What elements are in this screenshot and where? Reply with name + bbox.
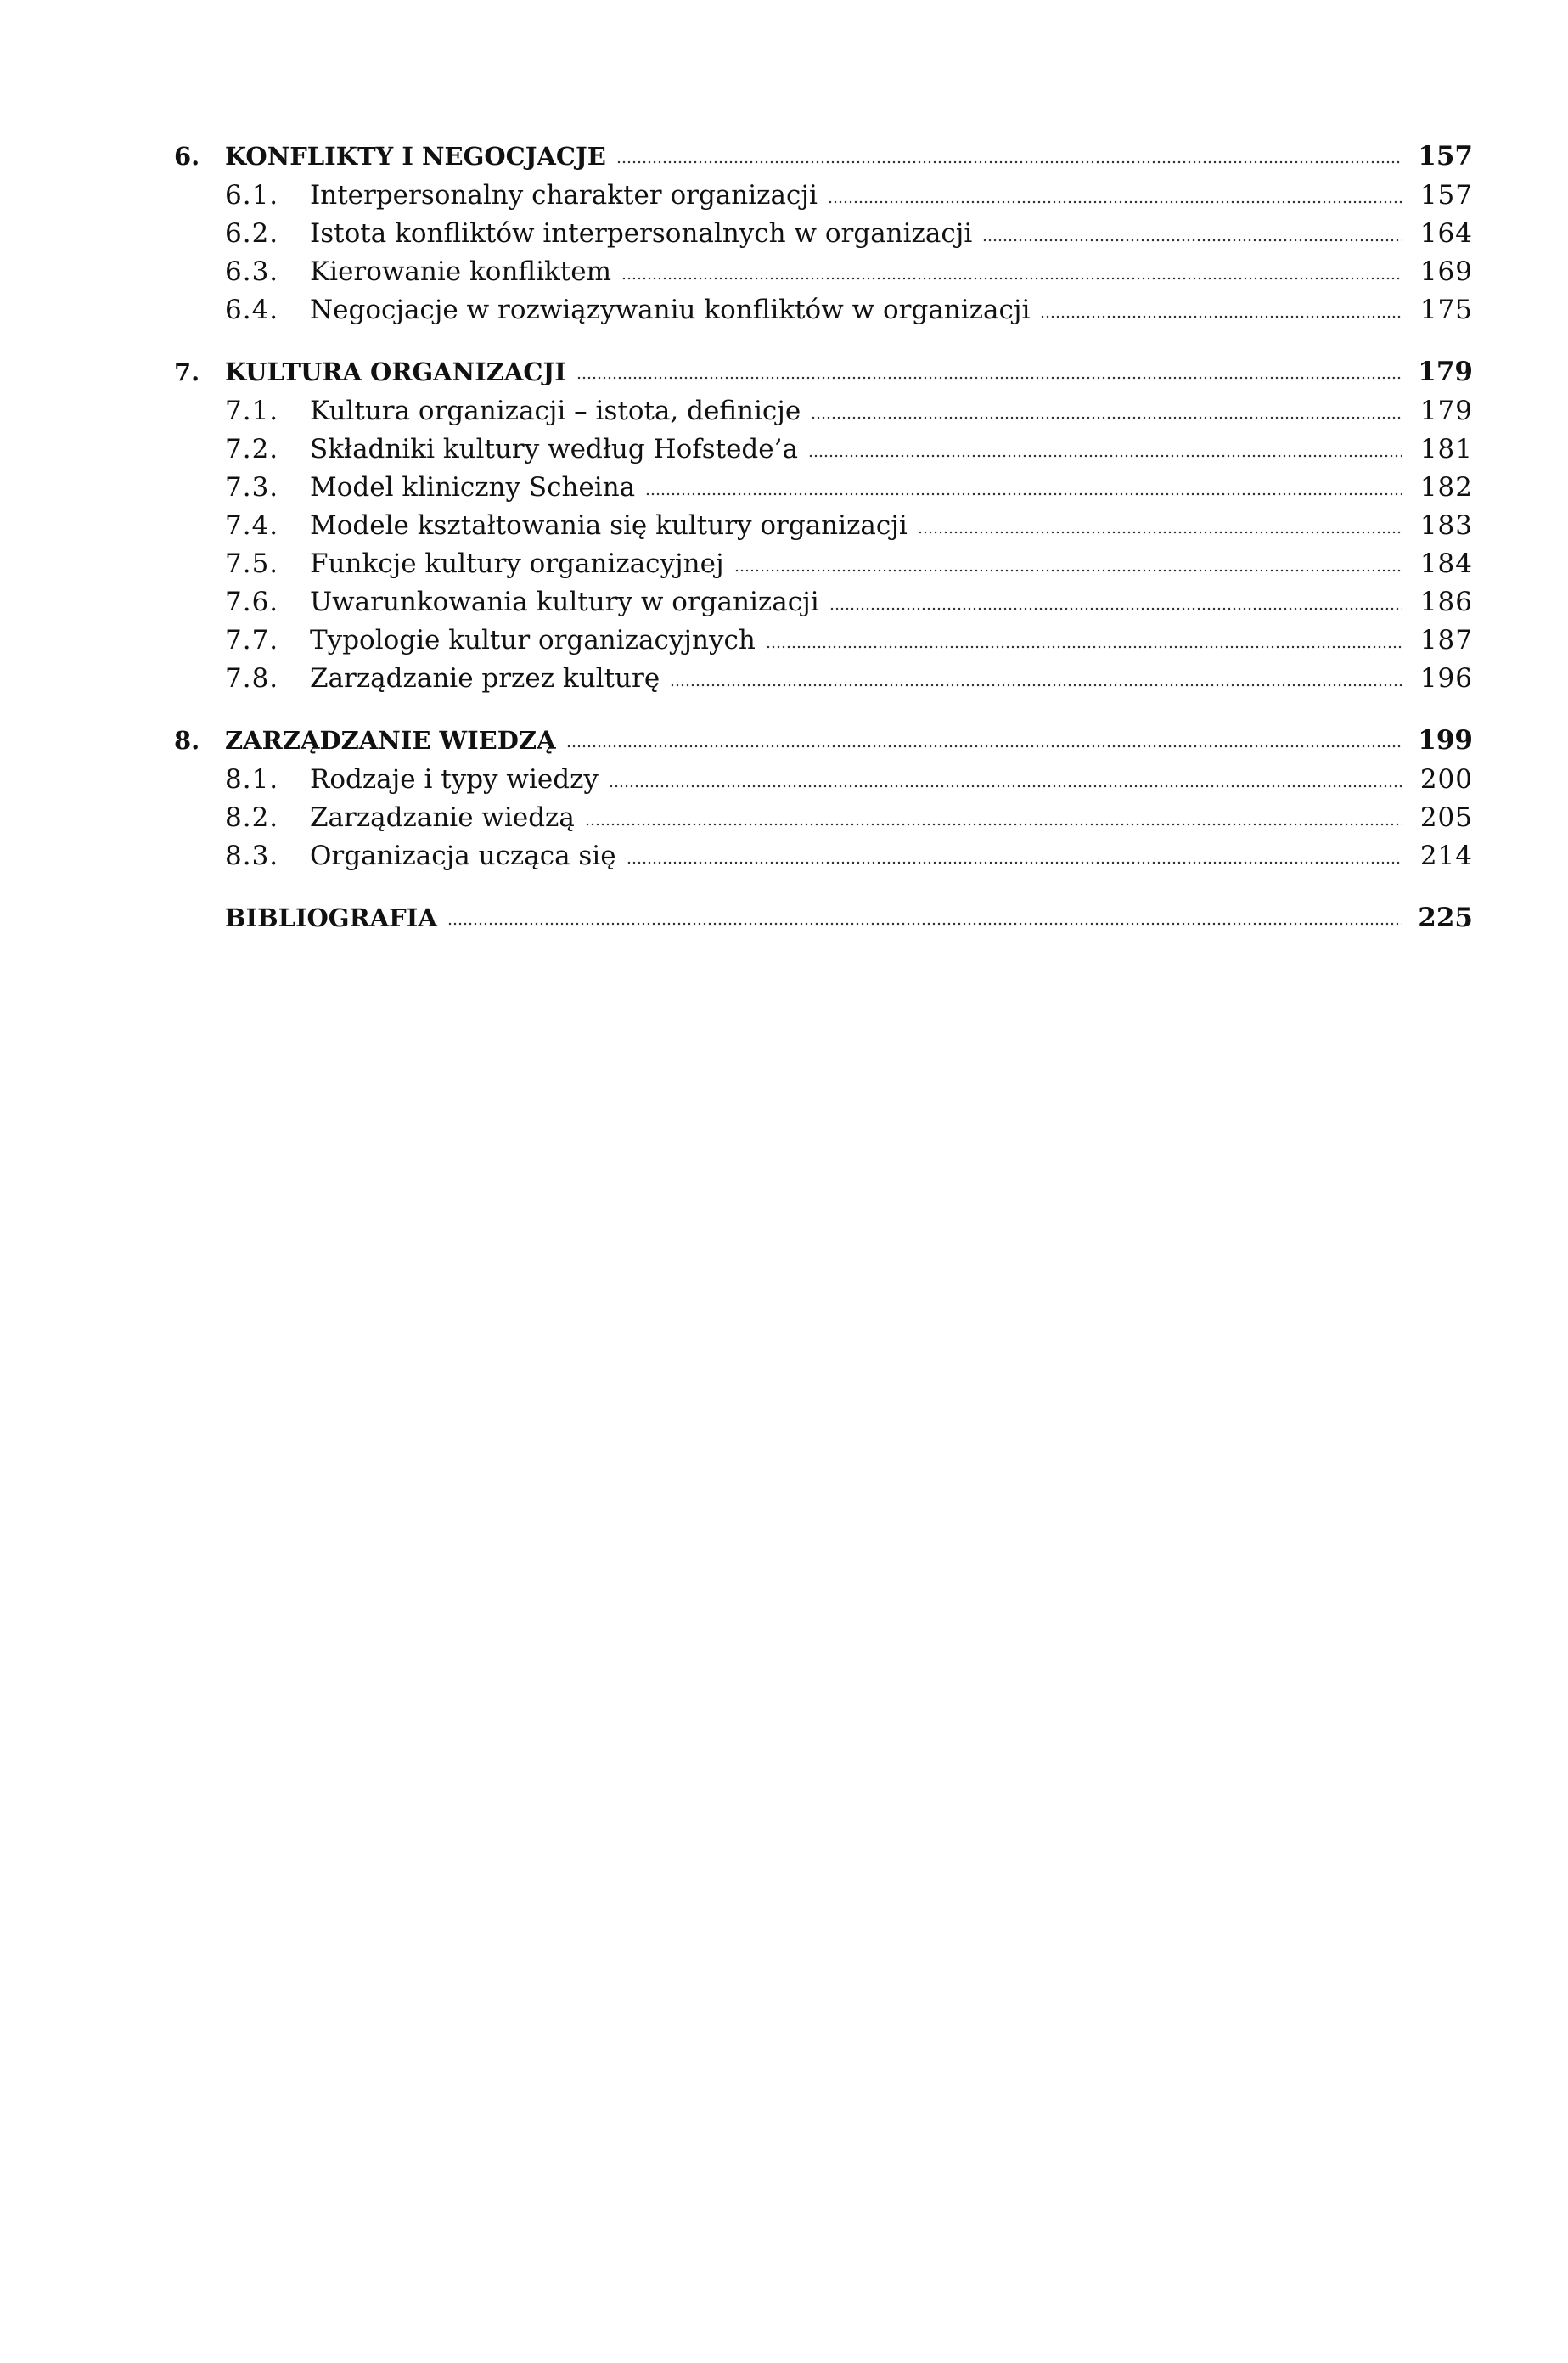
section-title: Zarządzanie przez kulturę	[310, 663, 660, 694]
chapter-heading[interactable]	[174, 720, 1473, 761]
dot-leader	[1040, 315, 1402, 318]
section-entry[interactable]	[174, 430, 1473, 469]
section-entry[interactable]	[174, 253, 1473, 291]
chapter-page: 157	[1418, 141, 1473, 172]
chapter-page: 199	[1418, 725, 1473, 756]
section-page: 157	[1419, 180, 1473, 211]
section-number: 7.8.	[225, 663, 279, 694]
bibliography-page: 225	[1418, 903, 1473, 933]
bibliography-title: BIBLIOGRAFIA	[225, 903, 437, 932]
section-title: Negocjacje w rozwiązywaniu konfliktów w organizacji	[310, 295, 1031, 325]
chapter-heading[interactable]	[174, 352, 1473, 392]
section-number: 8.1.	[225, 764, 279, 795]
bibliography-entry[interactable]	[174, 897, 1473, 938]
dot-leader	[447, 922, 1402, 926]
chapter-heading[interactable]	[174, 136, 1473, 177]
dot-leader	[566, 745, 1402, 748]
chapter-number: 7.	[174, 357, 200, 386]
section-entry[interactable]	[174, 799, 1473, 837]
section-entry[interactable]	[174, 177, 1473, 215]
section-number: 7.1.	[225, 396, 279, 426]
section-number: 7.6.	[225, 587, 279, 617]
section-page: 179	[1419, 396, 1473, 426]
section-number: 6.1.	[225, 180, 279, 211]
dot-leader	[609, 785, 1402, 788]
section-number: 6.4.	[225, 295, 279, 325]
section-entry[interactable]	[174, 545, 1473, 583]
dot-leader	[627, 861, 1402, 864]
section-page: 186	[1419, 587, 1473, 617]
dot-leader	[766, 645, 1402, 649]
section-number: 7.3.	[225, 472, 279, 503]
section-title: Modele kształtowania się kultury organizacji	[310, 510, 908, 541]
section-title: Interpersonalny charakter organizacji	[310, 180, 818, 211]
dot-leader	[616, 160, 1402, 164]
dot-leader	[670, 684, 1402, 687]
dot-leader	[829, 607, 1402, 610]
section-title: Istota konfliktów interpersonalnych w organizacji	[310, 218, 973, 249]
section-entry[interactable]	[174, 469, 1473, 507]
chapter-title: KONFLIKTY I NEGOCJACJE	[225, 142, 606, 171]
chapter-7	[174, 352, 1473, 698]
section-page: 187	[1419, 625, 1473, 655]
section-page: 200	[1419, 764, 1473, 795]
dot-leader	[585, 823, 1402, 826]
dot-leader	[982, 239, 1402, 242]
section-page: 184	[1419, 549, 1473, 579]
section-page: 205	[1419, 802, 1473, 833]
section-title: Typologie kultur organizacyjnych	[310, 625, 756, 655]
section-page: 164	[1419, 218, 1473, 249]
table-of-contents	[174, 136, 1473, 960]
section-number: 7.5.	[225, 549, 279, 579]
dot-leader	[576, 376, 1402, 380]
section-number: 8.2.	[225, 802, 279, 833]
dot-leader	[918, 531, 1402, 534]
section-entry[interactable]	[174, 761, 1473, 799]
section-number: 8.3.	[225, 841, 279, 871]
chapter-title: KULTURA ORGANIZACJI	[225, 357, 566, 386]
section-entry[interactable]	[174, 837, 1473, 875]
section-number: 6.3.	[225, 256, 279, 287]
section-title: Organizacja ucząca się	[310, 841, 616, 871]
section-number: 7.7.	[225, 625, 279, 655]
dot-leader	[734, 569, 1402, 572]
section-title: Składniki kultury według Hofstede’a	[310, 434, 798, 464]
bibliography-block	[174, 897, 1473, 938]
section-page: 175	[1419, 295, 1473, 325]
section-entry[interactable]	[174, 215, 1473, 253]
section-title: Funkcje kultury organizacyjnej	[310, 549, 724, 579]
section-entry[interactable]	[174, 392, 1473, 430]
section-entry[interactable]	[174, 583, 1473, 622]
chapter-number: 8.	[174, 726, 200, 755]
section-title: Model kliniczny Scheina	[310, 472, 636, 503]
section-title: Kierowanie konfliktem	[310, 256, 611, 287]
section-page: 169	[1419, 256, 1473, 287]
dot-leader	[811, 416, 1402, 419]
section-page: 181	[1419, 434, 1473, 464]
section-page: 183	[1419, 510, 1473, 541]
dot-leader	[621, 277, 1402, 280]
chapter-number: 6.	[174, 142, 200, 171]
section-number: 7.4.	[225, 510, 279, 541]
dot-leader	[645, 492, 1402, 496]
section-entry[interactable]	[174, 660, 1473, 698]
section-title: Uwarunkowania kultury w organizacji	[310, 587, 819, 617]
section-page: 196	[1419, 663, 1473, 694]
section-page: 182	[1419, 472, 1473, 503]
chapter-title: ZARZĄDZANIE WIEDZĄ	[225, 726, 556, 755]
section-title: Zarządzanie wiedzą	[310, 802, 575, 833]
dot-leader	[828, 200, 1402, 204]
chapter-page: 179	[1418, 357, 1473, 387]
section-entry[interactable]	[174, 622, 1473, 660]
dot-leader	[808, 454, 1402, 458]
chapter-6	[174, 136, 1473, 329]
section-entry[interactable]	[174, 507, 1473, 545]
section-entry[interactable]	[174, 291, 1473, 329]
section-number: 6.2.	[225, 218, 279, 249]
section-page: 214	[1419, 841, 1473, 871]
chapter-8	[174, 720, 1473, 875]
section-number: 7.2.	[225, 434, 279, 464]
section-title: Kultura organizacji – istota, definicje	[310, 396, 801, 426]
section-title: Rodzaje i typy wiedzy	[310, 764, 599, 795]
